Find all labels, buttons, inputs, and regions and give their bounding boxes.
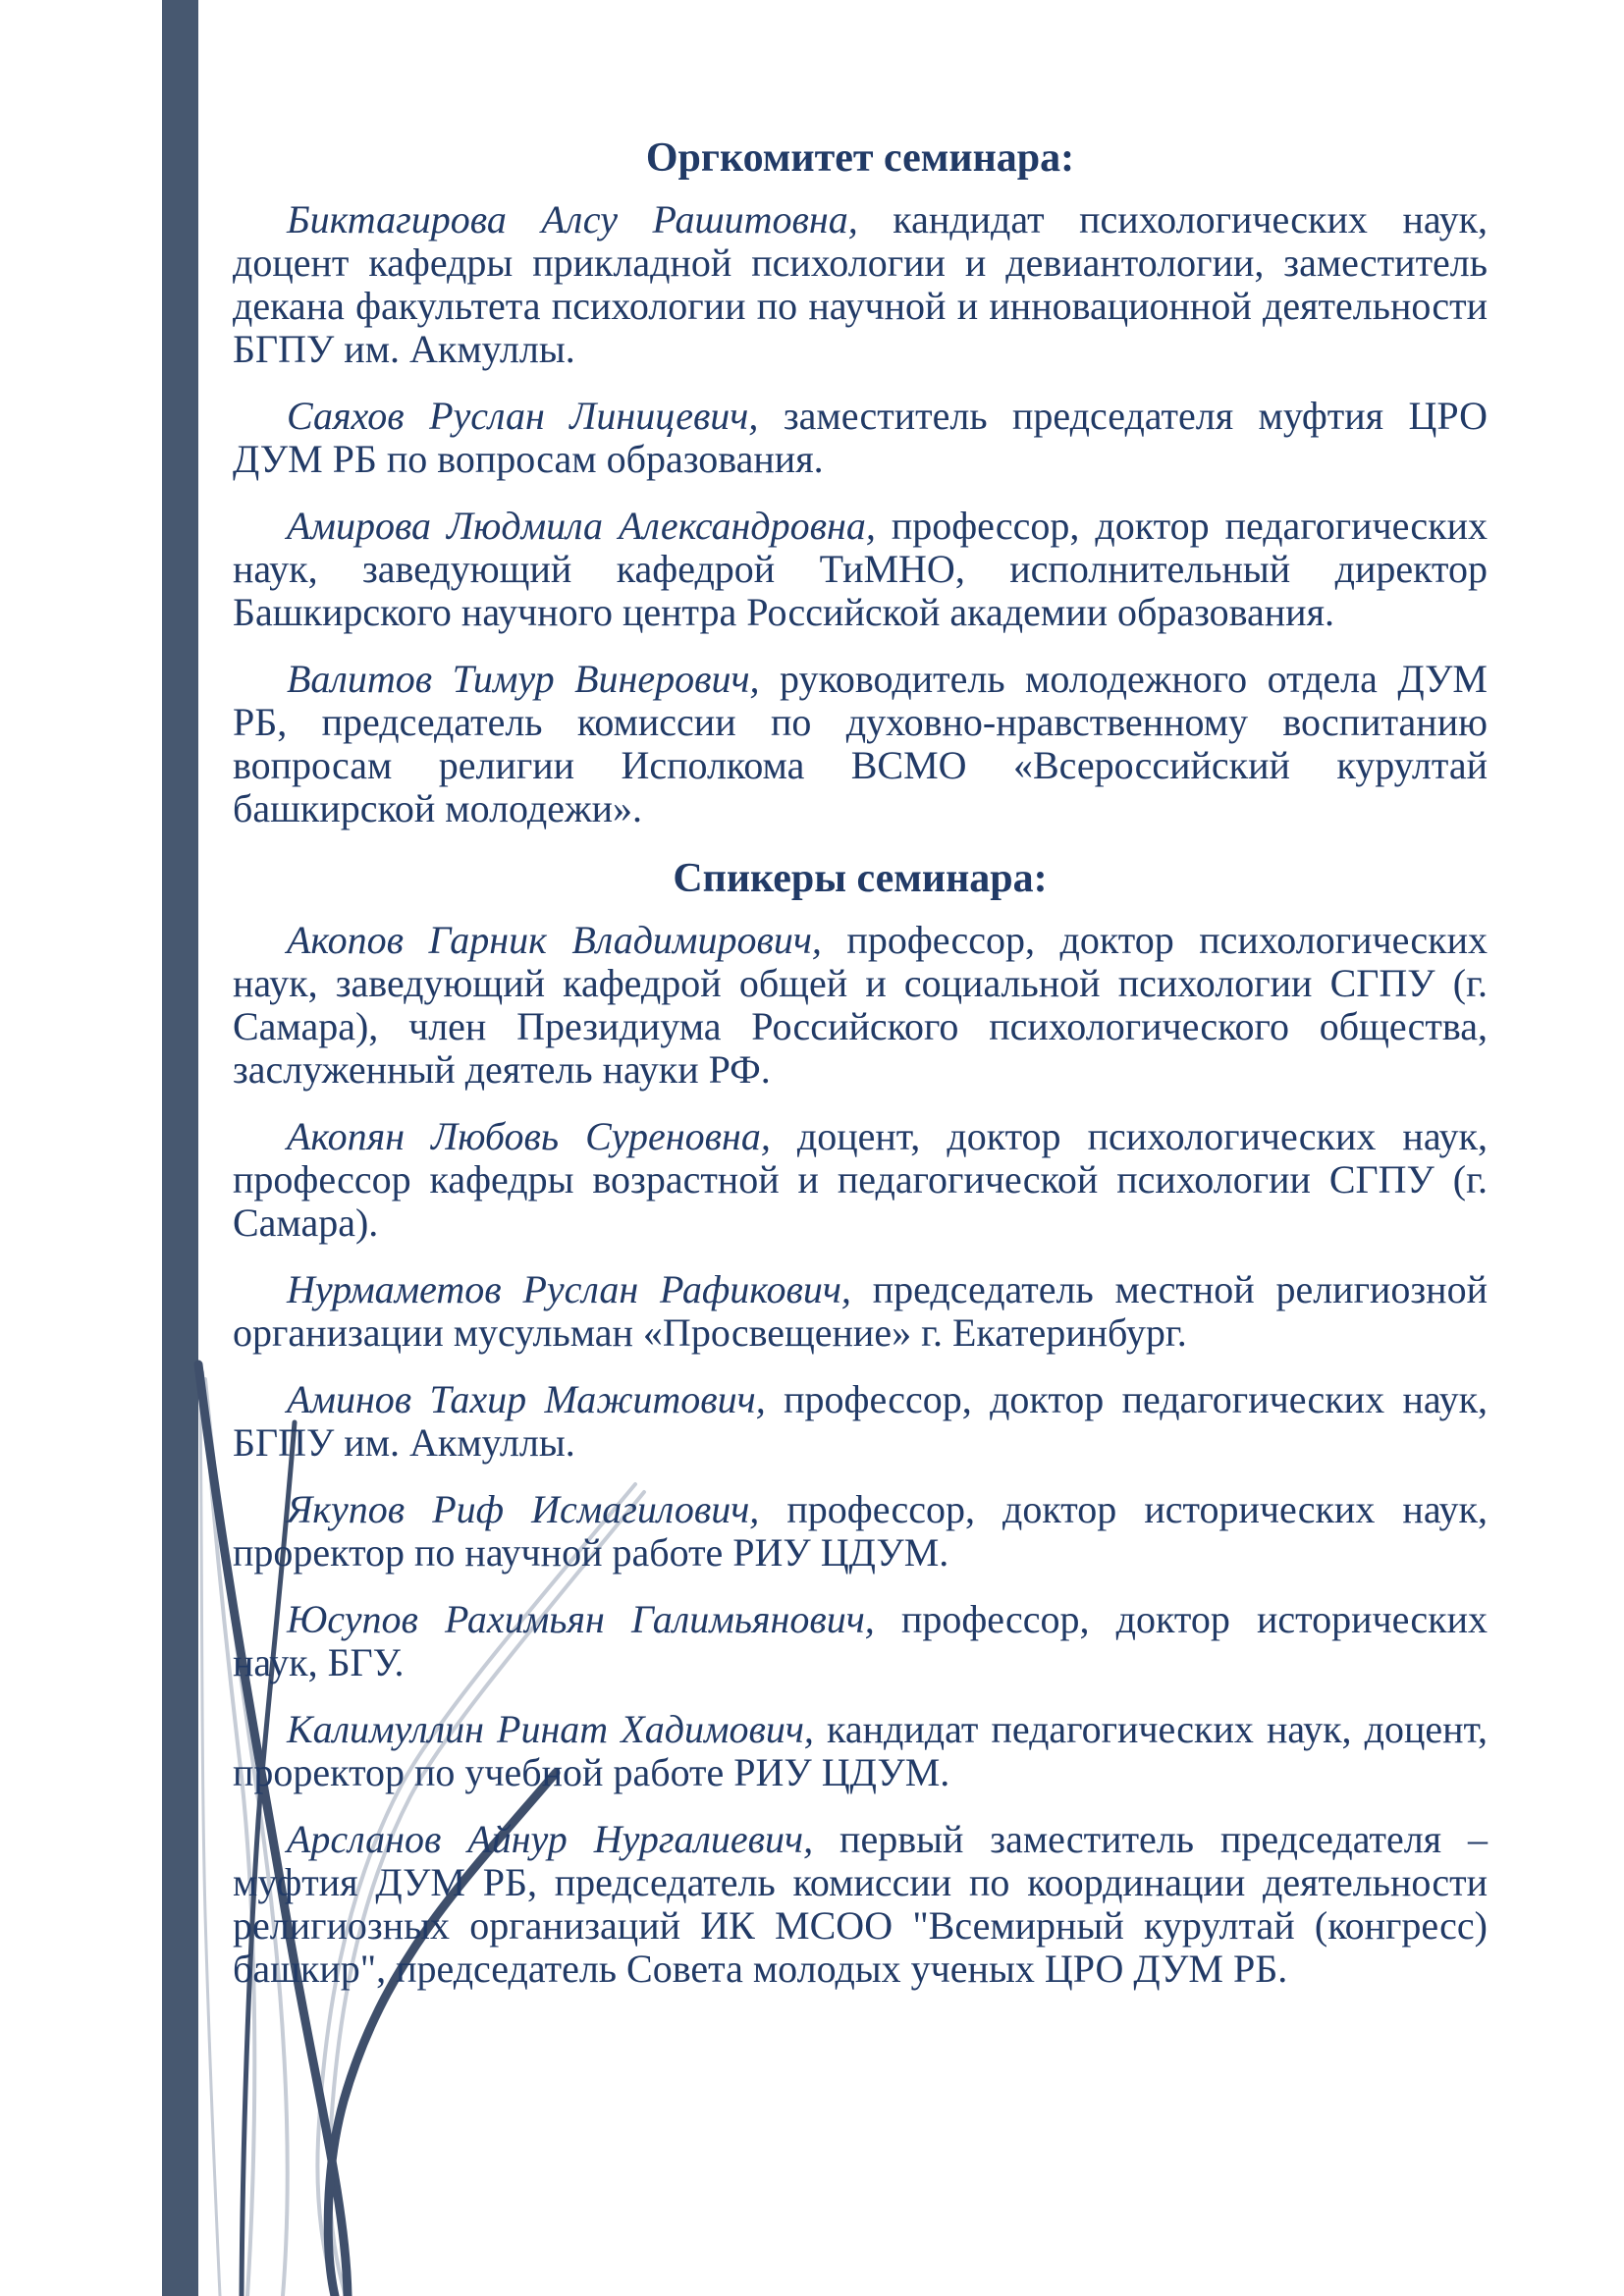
person-name: Калимуллин Ринат Хадимович,: [287, 1707, 814, 1751]
person-entry: [233, 1818, 1488, 1991]
person-entry: [233, 1268, 1488, 1355]
person-name: Акопов Гарник Владимирович,: [287, 918, 822, 962]
person-role: профессор, доктор педагогических наук, БГПУ им. Акмуллы.: [233, 1377, 1489, 1465]
person-name: Валитов Тимур Винерович,: [287, 657, 760, 701]
swoosh-light-curve: [200, 1399, 220, 2296]
person-role: профессор, доктор исторических наук, БГУ.: [233, 1597, 1489, 1684]
person-role: кандидат педагогических наук, доцент, проректор по учебной работе РИУ ЦДУМ.: [233, 1707, 1489, 1794]
person-name: Аминов Тахир Мажитович,: [287, 1377, 766, 1421]
person-name: Амирова Людмила Александровна,: [287, 504, 876, 548]
section-heading-speakers: Спикеры семинара:: [673, 856, 1048, 901]
person-entry: [233, 658, 1488, 830]
person-role: заместитель председателя муфтия ЦРО ДУМ РБ по вопросам образования.: [233, 394, 1489, 481]
person-role: профессор, доктор исторических наук, проректор по научной работе РИУ ЦДУМ.: [233, 1487, 1488, 1575]
person-name: Нурмаметов Руслан Рафикович,: [287, 1267, 851, 1311]
person-entry: [233, 1115, 1488, 1245]
person-name: Акопян Любовь Суреновна,: [287, 1114, 771, 1158]
person-entry: [233, 505, 1488, 634]
person-entry: [233, 395, 1488, 481]
person-role: первый заместитель председателя – муфтия ДУМ РБ, председатель комиссии по координации деятельности религиозных организаций ИК МСОО "Всемирный курултай (конгресс) башкир", председатель Совета молодых ученых ЦРО ДУМ РБ.: [233, 1817, 1489, 1991]
person-name: Арсланов Айнур Нургалиевич,: [287, 1817, 814, 1861]
person-role: председатель местной религиозной организации мусульман «Просвещение» г. Екатеринбург.: [233, 1267, 1488, 1355]
person-entry: [233, 1378, 1488, 1465]
person-role: кандидат психологических наук, доцент кафедры прикладной психологии и девиантологии, заместитель декана факультета психологии по научной и инновационной деятельности БГПУ им. Акмуллы.: [233, 197, 1488, 371]
person-role: доцент, доктор психологических наук, профессор кафедры возрастной и педагогической психологии СГПУ (г. Самара).: [233, 1114, 1488, 1245]
document-content: [233, 133, 1488, 2014]
person-name: Юсупов Рахимьян Галимьянович,: [287, 1597, 875, 1641]
person-role: профессор, доктор психологических наук, заведующий кафедрой общей и социальной психологии СГПУ (г. Самара), член Президиума Российского психологического общества, заслуженный деятель науки РФ.: [233, 918, 1488, 1092]
person-entry: [233, 919, 1488, 1092]
person-name: Якупов Риф Исмагилович,: [287, 1487, 760, 1531]
person-name: Саяхов Руслан Линицевич,: [287, 394, 759, 438]
person-entry: [233, 1488, 1488, 1575]
person-role: руководитель молодежного отдела ДУМ РБ, председатель комиссии по духовно-нравственному воспитанию вопросам религии Исполкома ВСМО «Всероссийский курултай башкирской молодежи».: [233, 657, 1488, 830]
person-name: Биктагирова Алсу Рашитовна,: [287, 197, 858, 241]
section-heading-orgcommittee: Оргкомитет семинара:: [645, 135, 1075, 181]
person-role: профессор, доктор педагогических наук, заведующий кафедрой ТиМНО, исполнительный директор Башкирского научного центра Российской академии образования.: [233, 504, 1488, 634]
person-entry: [233, 1708, 1488, 1794]
left-accent-bar: [162, 0, 198, 2296]
person-entry: [233, 198, 1488, 371]
person-entry: [233, 1598, 1488, 1684]
